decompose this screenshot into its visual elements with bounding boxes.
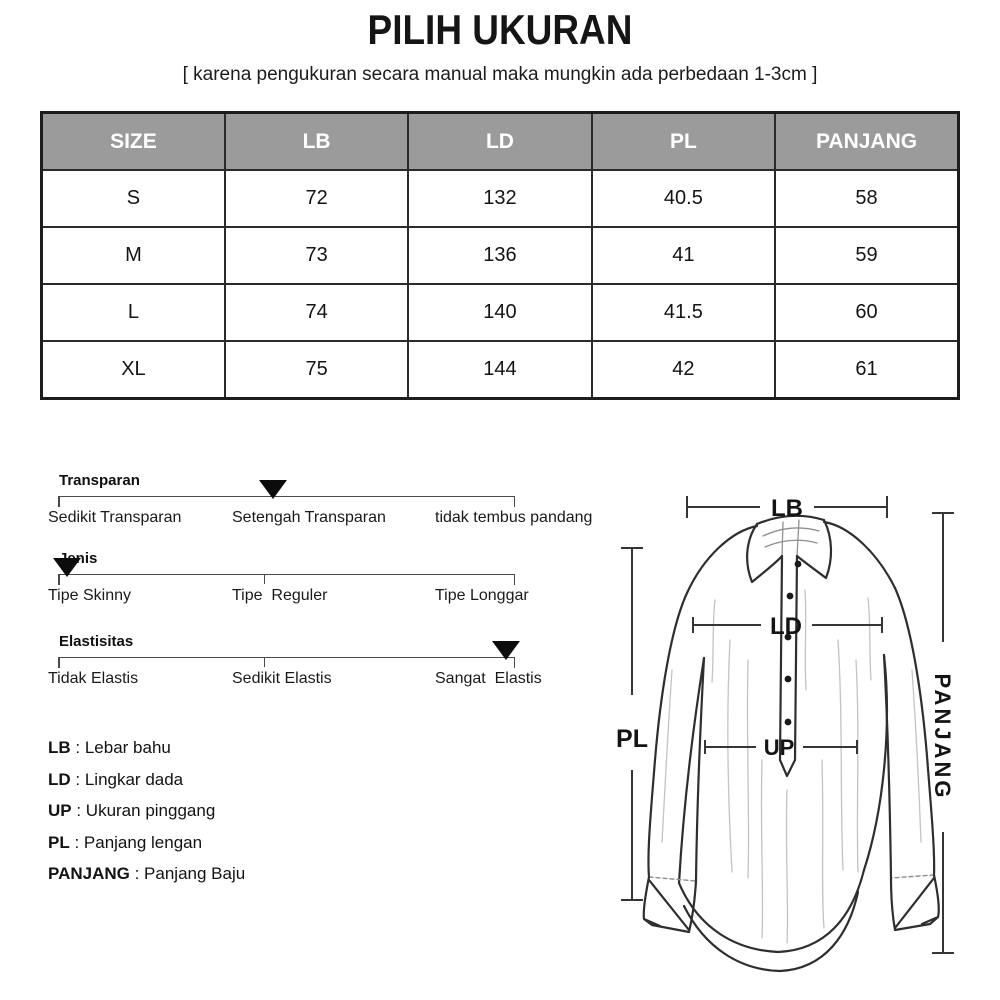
table-cell: 140: [408, 284, 591, 341]
legend-item: [48, 801, 245, 821]
table-cell: 60: [775, 284, 958, 341]
slider-track: [58, 574, 515, 587]
slider-tick-mid: [264, 658, 266, 667]
legend-abbr: UP: [48, 801, 72, 820]
legend-abbr: PL: [48, 832, 70, 852]
legend-item: [48, 833, 245, 853]
slider-marker-icon: [492, 641, 520, 660]
table-cell: 144: [408, 341, 591, 399]
slider-label: Sedikit Transparan: [48, 509, 182, 526]
slider-label: Tipe Reguler: [232, 587, 328, 604]
table-row-m: [42, 227, 959, 284]
column-header-ld: LD: [408, 113, 591, 171]
table-cell: 41: [592, 227, 775, 284]
legend-abbr: LB: [48, 738, 71, 757]
table-cell: 75: [225, 341, 408, 399]
table-row-s: [42, 170, 959, 227]
table-cell: L: [42, 284, 225, 341]
slider-tick-end: [514, 497, 516, 507]
table-cell: 59: [775, 227, 958, 284]
slider-jenis: [48, 550, 529, 612]
slider-tick-end: [514, 575, 516, 585]
slider-transparan: [48, 472, 593, 534]
legend-abbr: PANJANG: [48, 864, 130, 883]
table-cell: 58: [775, 170, 958, 227]
measure-label-panjang: PANJANG: [930, 673, 955, 801]
table-cell: 73: [225, 227, 408, 284]
legend-abbr: LD: [48, 769, 71, 789]
legend-desc: : Lebar bahu: [70, 738, 171, 757]
table-cell: 42: [592, 341, 775, 399]
table-cell: 132: [408, 170, 591, 227]
table-row-l: [42, 284, 959, 341]
table-cell: 136: [408, 227, 591, 284]
slider-elastisitas: [48, 633, 542, 695]
legend-item: [48, 864, 245, 884]
column-header-panjang: PANJANG: [775, 113, 958, 171]
slider-label: Tidak Elastis: [48, 670, 139, 687]
table-cell: M: [42, 227, 225, 284]
measure-label-pl: PL: [616, 725, 648, 753]
table-cell: 61: [775, 341, 958, 399]
page-title: PILIH UKURAN: [367, 6, 633, 53]
slider-label: Sangat Elastis: [435, 670, 542, 687]
slider-label: tidak tembus pandang: [435, 509, 593, 526]
table-row-xl: [42, 341, 959, 399]
table-cell: 41.5: [592, 284, 775, 341]
legend-item: [48, 770, 245, 790]
column-header-pl: PL: [592, 113, 775, 171]
shirt-diagram: [600, 460, 1000, 1000]
legend-desc: : Panjang Baju: [129, 864, 246, 883]
slider-track: [58, 657, 515, 670]
measure-label-ld: LD: [770, 613, 802, 640]
table-cell: S: [42, 170, 225, 227]
table-cell: 74: [225, 284, 408, 341]
legend-desc: : Ukuran pinggang: [71, 801, 216, 820]
measurement-disclaimer: [ karena pengukuran secara manual maka mungkin ada perbedaan 1-3cm ]: [182, 64, 818, 85]
legend: [48, 738, 245, 896]
slider-tick-start: [58, 658, 60, 668]
slider-label: Sedikit Elastis: [232, 670, 332, 687]
slider-marker-icon: [259, 480, 287, 499]
button-dots: [785, 561, 802, 726]
measure-label-lb: LB: [771, 495, 803, 522]
slider-title: Jenis: [59, 550, 98, 567]
slider-label: Setengah Transparan: [232, 509, 386, 526]
slider-marker-icon: [53, 558, 81, 577]
table-cell: 40.5: [592, 170, 775, 227]
size-table: [40, 111, 960, 400]
size-table-header-row: [42, 113, 959, 171]
table-cell: XL: [42, 341, 225, 399]
table-cell: 72: [225, 170, 408, 227]
legend-desc: : Panjang lengan: [69, 832, 203, 852]
slider-track: [58, 496, 515, 509]
slider-label: Tipe Skinny: [48, 587, 131, 604]
legend-desc: : Lingkar dada: [70, 769, 184, 789]
column-header-size: SIZE: [42, 113, 225, 171]
legend-item: [48, 738, 245, 758]
slider-title: Transparan: [59, 472, 140, 489]
column-header-lb: LB: [225, 113, 408, 171]
slider-label: Tipe Longgar: [435, 587, 529, 604]
slider-tick-mid: [264, 575, 266, 584]
measure-label-up: UP: [763, 735, 795, 760]
slider-title: Elastisitas: [59, 633, 134, 650]
slider-tick-start: [58, 497, 60, 507]
